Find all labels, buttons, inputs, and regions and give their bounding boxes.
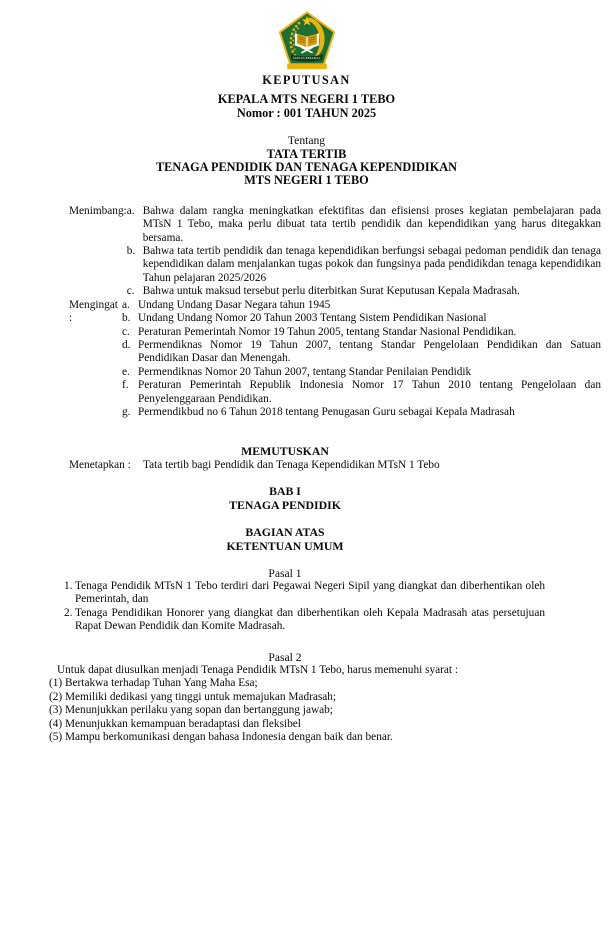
item-text: Tenaga Pendidik MTsN 1 Tebo terdiri dari Pegawai Negeri Sipil yang diangkat dan diberhentikan oleh Pemerintah, dan	[75, 579, 545, 606]
mengingat-section	[69, 299, 601, 420]
menimbang-label: Menimbang:	[69, 204, 127, 217]
subject-line-2: TENAGA PENDIDIK DAN TENAGA KEPENDIDIKAN	[155, 160, 458, 175]
pasal1-list	[64, 580, 545, 634]
mengingat-item	[122, 339, 601, 366]
title-kepala: KEPALA MTS NEGERI 1 TEBO	[217, 92, 396, 107]
item-text: Tenaga Pendidikan Honorer yang diangkat dan diberhentikan oleh Kepala Madrasah atas persetujuan Rapat Dewan Pendidik dan Komite Madrasah.	[75, 606, 545, 633]
pasal2-item: (3) Menunjukkan perilaku yang sopan dan bertanggung jawab;	[49, 704, 333, 717]
item-text: Permendiknas Nomor 20 Tahun 2007, tentang Standar Penilaian Pendidik	[138, 365, 472, 378]
subject-line-3: MTS NEGERI 1 TEBO	[244, 173, 369, 188]
bagian-heading	[29, 526, 541, 553]
title-keputusan: KEPUTUSAN	[262, 73, 351, 87]
mengingat-label: Mengingat :	[69, 298, 118, 325]
mengingat-item	[122, 326, 601, 339]
memutuskan-heading: MEMUTUSKAN	[241, 444, 329, 459]
menetapkan-text: Tata tertib bagi Pendidik dan Tenaga Kependidikan MTsN 1 Tebo	[143, 458, 440, 471]
mengingat-items	[122, 299, 601, 420]
subject-line-1: TATA TERTIB	[266, 146, 347, 161]
bagian-line2: KETENTUAN UMUM	[226, 538, 344, 553]
item-marker: a.	[126, 204, 135, 217]
item-marker: b.	[122, 312, 131, 325]
item-marker: g.	[122, 405, 131, 418]
kemenag-logo-icon	[274, 10, 340, 72]
item-marker: f.	[122, 379, 129, 392]
item-text: Bahwa tata tertib pendidik dan tenaga kependidikan berfungsi sebagai pedoman pendidik dan tenaga kependidikan dalam menjalankan tugas pokok dan fungsinya pada pendidikdan tenaga kependidikan Tahun pelajaran 2025/2026	[142, 245, 601, 284]
item-marker: 2.	[64, 606, 73, 619]
pasal1-heading: Pasal 1	[268, 566, 302, 580]
item-text: Bahwa untuk maksud tersebut perlu diterbitkan Surat Keputusan Kepala Madrasah.	[142, 285, 520, 298]
menetapkan-label: Menetapkan :	[69, 458, 131, 471]
item-marker: c.	[126, 285, 135, 298]
menimbang-items	[127, 205, 601, 299]
bagian-line1: BAGIAN ATAS	[245, 525, 325, 540]
document-header	[0, 0, 613, 188]
pasal1-item	[64, 607, 545, 634]
title-nomor: Nomor : 001 TAHUN 2025	[236, 105, 377, 120]
bab1-line2: TENAGA PENDIDIK	[229, 497, 341, 512]
item-text: Undang Undang Nomor 20 Tahun 2003 Tentang Sistem Pendidikan Nasional	[138, 312, 487, 325]
item-text: Undang Undang Dasar Negara tahun 1945	[138, 298, 331, 311]
item-marker: c.	[122, 325, 130, 338]
mengingat-item	[122, 366, 601, 379]
item-marker: e.	[122, 365, 130, 378]
menetapkan-row	[69, 459, 601, 472]
menimbang-section	[69, 205, 601, 299]
mengingat-item	[122, 312, 601, 325]
pasal2-item: (1) Bertakwa terhadap Tuhan Yang Maha Esa;	[49, 677, 258, 690]
pasal2-item: (4) Menunjukkan kemampuan beradaptasi dan fleksibel	[49, 717, 301, 730]
mengingat-item	[122, 299, 601, 312]
item-text: Permendiknas Nomor 19 Tahun 2007, tentang Standar Pengelolaan Pendidikan dan Satuan Pendidikan Dasar dan Menengah.	[138, 338, 601, 365]
title-tentang: Tentang	[287, 134, 326, 148]
pasal1-item	[64, 580, 545, 607]
menimbang-item	[127, 205, 601, 245]
item-marker: d.	[122, 338, 131, 351]
item-marker: 1.	[64, 579, 73, 592]
item-marker: b.	[126, 245, 136, 258]
pasal2-item: (5) Mampu berkomunikasi dengan bahasa Indonesia dengan baik dan benar.	[49, 731, 393, 743]
item-text: Peraturan Pemerintah Nomor 19 Tahun 2005, tentang Standar Nasional Pendidikan.	[138, 325, 517, 338]
pasal2-heading: Pasal 2	[268, 650, 302, 664]
item-text: Permendikbud no 6 Tahun 2018 tentang Penugasan Guru sebagai Kepala Madrasah	[138, 405, 515, 418]
bab1-line1: BAB I	[269, 484, 301, 499]
mengingat-item	[122, 379, 601, 406]
pasal2-intro: Untuk dapat diusulkan menjadi Tenaga Pendidik MTsN 1 Tebo, harus memenuhi syarat :	[57, 663, 458, 676]
pasal2-section	[49, 664, 601, 744]
banner-text: IKHLAS BERAMAL	[292, 57, 321, 61]
menimbang-item	[127, 285, 601, 298]
bab1-heading	[29, 485, 541, 512]
menimbang-item	[127, 245, 601, 285]
mengingat-item	[122, 406, 601, 419]
pasal2-item: (2) Memiliki dedikasi yang tinggi untuk memajukan Madrasah;	[49, 690, 337, 703]
logo-container	[0, 0, 613, 72]
item-text: Peraturan Pemerintah Republik Indonesia Nomor 17 Tahun 2010 tentang Pengelolaan dan Penyelenggaraan Pendidikan.	[138, 379, 601, 405]
item-text: Bahwa dalam rangka meningkatkan efektifitas dan efisiensi proses kegiatan pembelajaran pada MTsN 1 Tebo, maka perlu dibuat tata tertib pendidik dan kependidikan yang harus ditegakkan bersama.	[142, 204, 601, 244]
item-marker: a.	[122, 298, 130, 311]
